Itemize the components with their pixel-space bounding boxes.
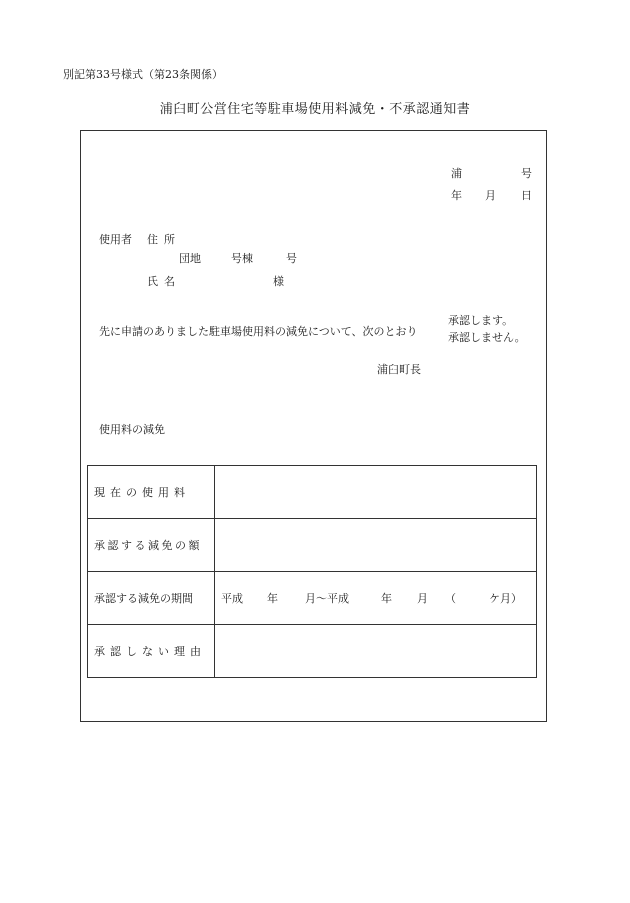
notice-frame <box>80 130 547 722</box>
building-number-label: 号棟 <box>231 252 253 265</box>
not-approve-option: 承認しません。 <box>448 331 526 344</box>
period-month-start: 月〜平成 <box>305 592 349 605</box>
current-fee-value <box>215 466 537 519</box>
rejection-reason-value <box>215 625 537 678</box>
table-row-label <box>88 572 215 625</box>
reduction-period-label: 承認する減免の期間 <box>94 592 193 605</box>
table-row <box>88 466 537 519</box>
period-months: ケ月） <box>489 592 522 605</box>
reduction-amount-value <box>215 519 537 572</box>
table-row-label <box>88 625 215 678</box>
date-month: 月 <box>485 189 496 202</box>
approval-options <box>448 312 526 346</box>
approve-option: 承認します。 <box>448 314 514 327</box>
period-year-end: 年 <box>381 592 392 605</box>
reference-suffix: 号 <box>521 167 532 180</box>
issuer-label: 浦臼町長 <box>377 363 421 376</box>
document-title: 浦臼町公営住宅等駐車場使用料減免・不承認通知書 <box>159 102 471 117</box>
section-label: 使用料の減免 <box>99 423 165 436</box>
reduction-amount-label: 承認する減免の額 <box>94 539 202 552</box>
danchi-label: 団地 <box>179 252 201 265</box>
notice-intro-text: 先に申請のありました駐車場使用料の減免について、次のとおり <box>99 325 418 338</box>
period-open-paren: （ <box>445 592 456 605</box>
reference-prefix: 浦 <box>451 167 462 180</box>
table-row-label <box>88 519 215 572</box>
period-year-start: 年 <box>267 592 278 605</box>
date-year: 年 <box>451 189 462 202</box>
period-month-end: 月 <box>417 592 428 605</box>
rejection-reason-label: 承認しない理由 <box>94 645 206 658</box>
address-label: 住所 <box>147 233 181 246</box>
date-day: 日 <box>521 189 532 202</box>
unit-number-label: 号 <box>286 252 297 265</box>
user-label: 使用者 <box>99 233 132 246</box>
reduction-table <box>87 465 537 678</box>
period-era-start: 平成 <box>221 592 243 605</box>
reduction-period-value <box>215 572 537 625</box>
table-row <box>88 572 537 625</box>
name-label: 氏名 <box>147 275 181 288</box>
table-row <box>88 625 537 678</box>
table-row-label <box>88 466 215 519</box>
table-row <box>88 519 537 572</box>
form-number: 別記第33号様式（第23条関係） <box>63 68 223 81</box>
current-fee-label: 現在の使用料 <box>94 486 190 499</box>
honorific-label: 様 <box>273 275 284 288</box>
